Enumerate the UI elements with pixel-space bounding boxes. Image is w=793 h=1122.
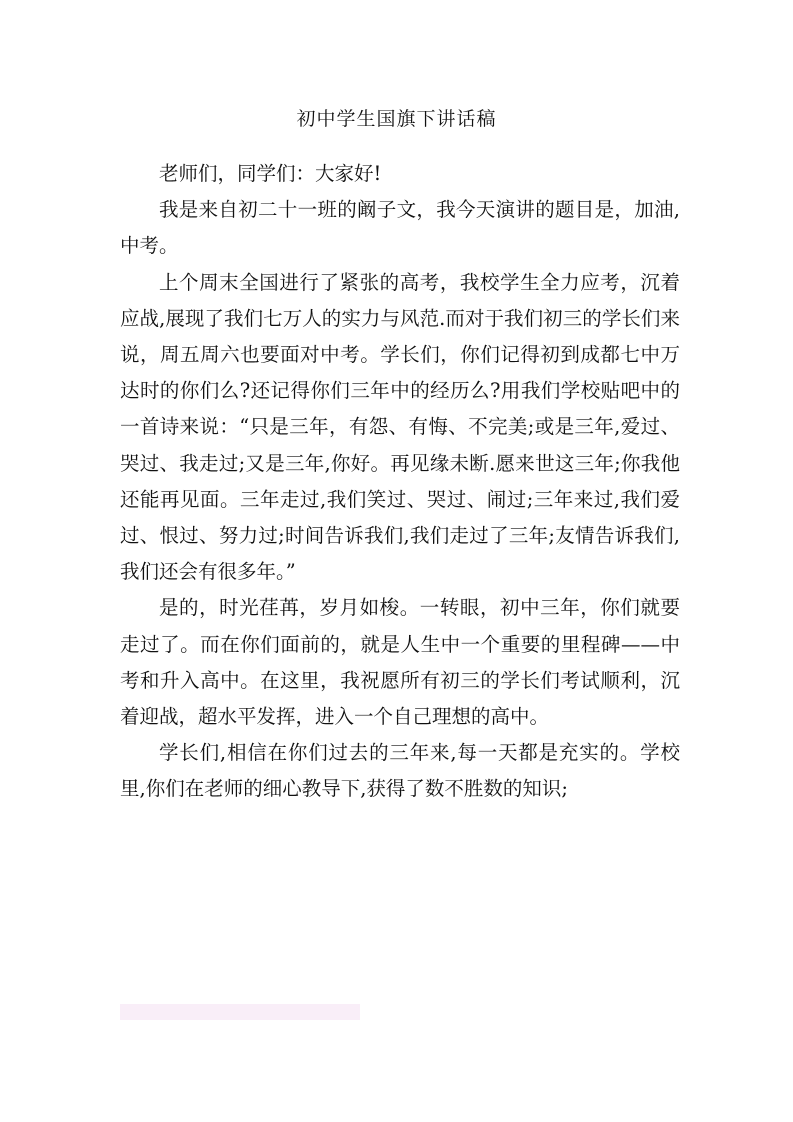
document-body bbox=[120, 156, 680, 808]
paragraph-greeting: 老师们，同学们：大家好! bbox=[159, 162, 382, 185]
faint-watermark bbox=[120, 1004, 360, 1020]
paragraph-exam-weekend: 上个周末全国进行了紧张的高考，我校学生全力应考，沉着应战,展现了我们七万人的实力与风范.而对于我们初三的学长们来说，周五周六也要面对中考。学长们，你们记得初到成都七中万达时的你们么?还记得你们三年中的经历么?用我们学校贴吧中的一首诗来说：“只是三年，有怨、有悔、不完美;或是三年,爱过、哭过、我走过;又是三年,你好。再见缘未断.愿来世这三年;你我他还能再见面。三年走过,我们笑过、哭过、闹过;三年来过,我们爱过、恨过、努力过;时间告诉我们,我们走过了三年;友情告诉我们,我们还会有很多年。” bbox=[120, 270, 680, 584]
paragraph-milestone: 是的，时光荏苒，岁月如梭。一转眼，初中三年，你们就要走过了。而在你们面前的，就是人生中一个重要的里程碑——中考和升入高中。在这里，我祝愿所有初三的学长们考试顺利，沉着迎战，超水平发挥，进入一个自己理想的高中。 bbox=[120, 596, 680, 729]
paragraph-school-life: 学长们,相信在你们过去的三年来,每一天都是充实的。学校里,你们在老师的细心教导下,获得了数不胜数的知识; bbox=[120, 741, 680, 801]
document-title: 初中学生国旗下讲话稿 bbox=[296, 108, 497, 130]
paragraph-introduction: 我是来自初二十一班的阚子文，我今天演讲的题目是，加油,中考。 bbox=[120, 198, 680, 258]
